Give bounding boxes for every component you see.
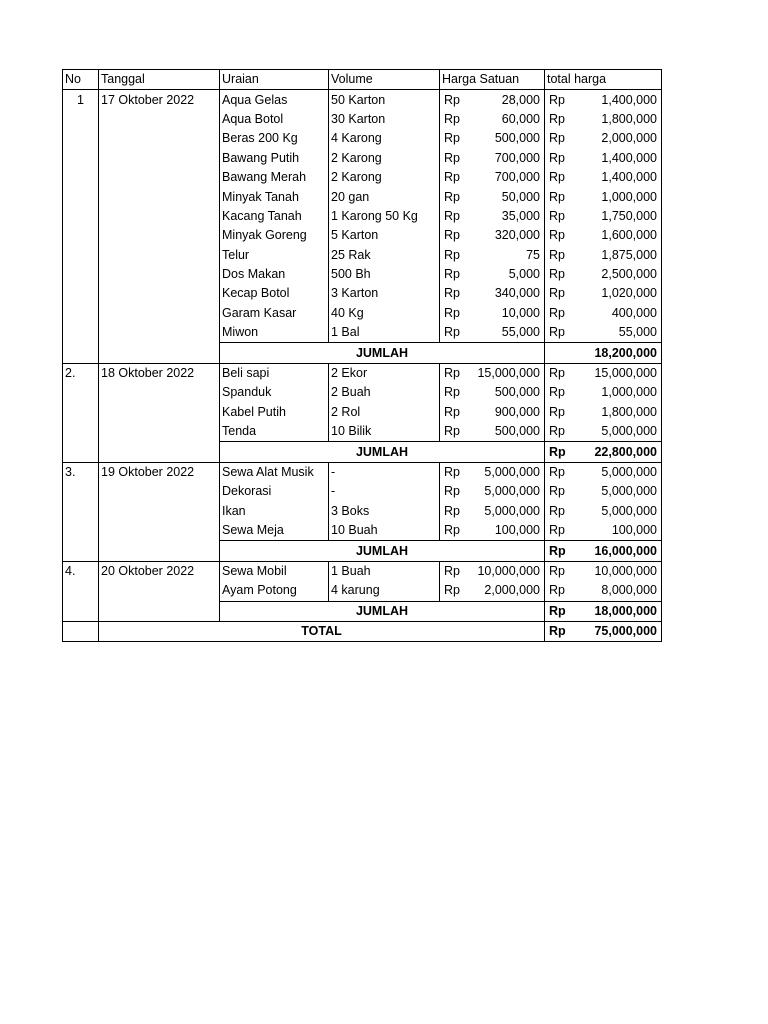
row-uraian: Kacang Tanah bbox=[220, 207, 329, 226]
row-tanggal-empty bbox=[99, 521, 220, 541]
row-uraian: Aqua Gelas bbox=[220, 90, 329, 110]
row-total-harga: 1,000,000 bbox=[573, 187, 662, 206]
table-row bbox=[63, 129, 662, 148]
jumlah-row bbox=[63, 541, 662, 561]
row-no: 1 bbox=[63, 90, 99, 110]
row-no: 4. bbox=[63, 561, 99, 581]
row-harga-satuan: 5,000,000 bbox=[470, 462, 545, 482]
row-total-harga: 1,000,000 bbox=[573, 383, 662, 402]
jumlah-no-empty bbox=[63, 343, 99, 363]
row-tanggal-empty bbox=[99, 323, 220, 343]
row-harga-currency: Rp bbox=[440, 90, 470, 110]
row-total-harga: 400,000 bbox=[573, 304, 662, 323]
table-row bbox=[63, 265, 662, 284]
row-volume: 10 Bilik bbox=[329, 422, 440, 442]
row-tanggal-empty bbox=[99, 226, 220, 245]
row-no-empty bbox=[63, 521, 99, 541]
row-volume: 20 gan bbox=[329, 187, 440, 206]
table-row bbox=[63, 304, 662, 323]
row-tanggal-empty bbox=[99, 383, 220, 402]
row-total-harga: 8,000,000 bbox=[573, 581, 662, 601]
row-total-currency: Rp bbox=[545, 561, 573, 581]
jumlah-no-empty bbox=[63, 442, 99, 462]
row-uraian: Sewa Meja bbox=[220, 521, 329, 541]
row-total-harga: 5,000,000 bbox=[573, 502, 662, 521]
row-harga-satuan: 2,000,000 bbox=[470, 581, 545, 601]
row-total-currency: Rp bbox=[545, 422, 573, 442]
table-row bbox=[63, 226, 662, 245]
row-tanggal-empty bbox=[99, 422, 220, 442]
row-harga-currency: Rp bbox=[440, 422, 470, 442]
row-uraian: Dos Makan bbox=[220, 265, 329, 284]
table-row bbox=[63, 502, 662, 521]
jumlah-row bbox=[63, 601, 662, 621]
row-no-empty bbox=[63, 207, 99, 226]
jumlah-tanggal-empty bbox=[99, 343, 220, 363]
row-total-harga: 2,000,000 bbox=[573, 129, 662, 148]
row-uraian: Minyak Tanah bbox=[220, 187, 329, 206]
row-no-empty bbox=[63, 110, 99, 129]
row-harga-currency: Rp bbox=[440, 521, 470, 541]
row-no-empty bbox=[63, 226, 99, 245]
row-total-harga: 1,020,000 bbox=[573, 284, 662, 303]
header-row bbox=[63, 70, 662, 90]
header-uraian: Uraian bbox=[220, 70, 329, 90]
row-harga-currency: Rp bbox=[440, 149, 470, 168]
row-volume: 2 Rol bbox=[329, 403, 440, 422]
table-row bbox=[63, 110, 662, 129]
row-harga-currency: Rp bbox=[440, 403, 470, 422]
row-volume: 1 Buah bbox=[329, 561, 440, 581]
jumlah-tanggal-empty bbox=[99, 541, 220, 561]
row-total-currency: Rp bbox=[545, 129, 573, 148]
row-uraian: Kabel Putih bbox=[220, 403, 329, 422]
row-harga-satuan: 55,000 bbox=[470, 323, 545, 343]
row-total-harga: 1,400,000 bbox=[573, 149, 662, 168]
row-no: 2. bbox=[63, 363, 99, 383]
row-no-empty bbox=[63, 581, 99, 601]
row-harga-currency: Rp bbox=[440, 284, 470, 303]
row-total-harga: 100,000 bbox=[573, 521, 662, 541]
header-no: No bbox=[63, 70, 99, 90]
table-row bbox=[63, 90, 662, 110]
jumlah-label: JUMLAH bbox=[220, 601, 545, 621]
row-total-currency: Rp bbox=[545, 363, 573, 383]
row-uraian: Kecap Botol bbox=[220, 284, 329, 303]
row-tanggal: 18 Oktober 2022 bbox=[99, 363, 220, 383]
row-tanggal-empty bbox=[99, 304, 220, 323]
row-total-currency: Rp bbox=[545, 149, 573, 168]
row-harga-satuan: 900,000 bbox=[470, 403, 545, 422]
row-no-empty bbox=[63, 187, 99, 206]
row-volume: 1 Karong 50 Kg bbox=[329, 207, 440, 226]
table-row bbox=[63, 284, 662, 303]
total-no-empty bbox=[63, 621, 99, 641]
row-harga-satuan: 60,000 bbox=[470, 110, 545, 129]
row-harga-currency: Rp bbox=[440, 581, 470, 601]
row-uraian: Sewa Alat Musik bbox=[220, 462, 329, 482]
row-uraian: Ikan bbox=[220, 502, 329, 521]
row-harga-currency: Rp bbox=[440, 363, 470, 383]
row-uraian: Minyak Goreng bbox=[220, 226, 329, 245]
row-harga-currency: Rp bbox=[440, 265, 470, 284]
row-tanggal-empty bbox=[99, 149, 220, 168]
row-uraian: Sewa Mobil bbox=[220, 561, 329, 581]
row-volume: 10 Buah bbox=[329, 521, 440, 541]
row-tanggal-empty bbox=[99, 284, 220, 303]
row-no-empty bbox=[63, 323, 99, 343]
row-volume: 25 Rak bbox=[329, 246, 440, 265]
row-uraian: Dekorasi bbox=[220, 482, 329, 501]
row-harga-satuan: 5,000,000 bbox=[470, 482, 545, 501]
table-row bbox=[63, 561, 662, 581]
row-total-harga: 55,000 bbox=[573, 323, 662, 343]
table-row bbox=[63, 521, 662, 541]
row-harga-currency: Rp bbox=[440, 383, 470, 402]
row-total-currency: Rp bbox=[545, 246, 573, 265]
row-volume: 2 Ekor bbox=[329, 363, 440, 383]
row-no-empty bbox=[63, 383, 99, 402]
row-total-harga: 1,400,000 bbox=[573, 90, 662, 110]
header-total-harga: total harga bbox=[545, 70, 662, 90]
table-row bbox=[63, 246, 662, 265]
row-volume: 5 Karton bbox=[329, 226, 440, 245]
row-total-harga: 1,750,000 bbox=[573, 207, 662, 226]
row-volume: 4 Karong bbox=[329, 129, 440, 148]
jumlah-tanggal-empty bbox=[99, 442, 220, 462]
row-volume: - bbox=[329, 462, 440, 482]
row-no-empty bbox=[63, 422, 99, 442]
row-total-currency: Rp bbox=[545, 403, 573, 422]
row-harga-satuan: 5,000 bbox=[470, 265, 545, 284]
jumlah-currency: Rp bbox=[545, 541, 573, 561]
jumlah-row bbox=[63, 343, 662, 363]
row-uraian: Telur bbox=[220, 246, 329, 265]
row-no-empty bbox=[63, 168, 99, 187]
row-total-currency: Rp bbox=[545, 502, 573, 521]
row-volume: 500 Bh bbox=[329, 265, 440, 284]
jumlah-no-empty bbox=[63, 541, 99, 561]
row-total-currency: Rp bbox=[545, 226, 573, 245]
row-harga-satuan: 700,000 bbox=[470, 149, 545, 168]
row-uraian: Aqua Botol bbox=[220, 110, 329, 129]
row-harga-satuan: 15,000,000 bbox=[470, 363, 545, 383]
table-row bbox=[63, 149, 662, 168]
row-harga-satuan: 5,000,000 bbox=[470, 502, 545, 521]
table-row bbox=[63, 482, 662, 501]
row-total-harga: 1,600,000 bbox=[573, 226, 662, 245]
row-uraian: Spanduk bbox=[220, 383, 329, 402]
row-harga-satuan: 100,000 bbox=[470, 521, 545, 541]
row-total-harga: 1,400,000 bbox=[573, 168, 662, 187]
total-currency: Rp bbox=[545, 621, 573, 641]
jumlah-currency bbox=[545, 343, 573, 363]
row-total-harga: 1,800,000 bbox=[573, 110, 662, 129]
row-tanggal-empty bbox=[99, 168, 220, 187]
header-tanggal: Tanggal bbox=[99, 70, 220, 90]
jumlah-currency: Rp bbox=[545, 442, 573, 462]
row-harga-currency: Rp bbox=[440, 226, 470, 245]
row-uraian: Ayam Potong bbox=[220, 581, 329, 601]
row-tanggal-empty bbox=[99, 581, 220, 601]
table-row bbox=[63, 581, 662, 601]
row-tanggal: 19 Oktober 2022 bbox=[99, 462, 220, 482]
jumlah-value: 16,000,000 bbox=[573, 541, 662, 561]
row-total-harga: 2,500,000 bbox=[573, 265, 662, 284]
row-harga-currency: Rp bbox=[440, 207, 470, 226]
row-uraian: Beli sapi bbox=[220, 363, 329, 383]
row-total-currency: Rp bbox=[545, 323, 573, 343]
row-harga-currency: Rp bbox=[440, 168, 470, 187]
row-total-currency: Rp bbox=[545, 521, 573, 541]
jumlah-no-empty bbox=[63, 601, 99, 621]
row-harga-satuan: 35,000 bbox=[470, 207, 545, 226]
row-harga-satuan: 500,000 bbox=[470, 129, 545, 148]
row-tanggal-empty bbox=[99, 207, 220, 226]
row-no: 3. bbox=[63, 462, 99, 482]
row-total-harga: 5,000,000 bbox=[573, 422, 662, 442]
row-harga-currency: Rp bbox=[440, 323, 470, 343]
total-value: 75,000,000 bbox=[573, 621, 662, 641]
row-total-currency: Rp bbox=[545, 462, 573, 482]
row-harga-currency: Rp bbox=[440, 561, 470, 581]
row-harga-currency: Rp bbox=[440, 462, 470, 482]
row-no-empty bbox=[63, 482, 99, 501]
row-no-empty bbox=[63, 129, 99, 148]
row-total-harga: 5,000,000 bbox=[573, 462, 662, 482]
row-tanggal: 20 Oktober 2022 bbox=[99, 561, 220, 581]
row-tanggal-empty bbox=[99, 403, 220, 422]
row-harga-currency: Rp bbox=[440, 482, 470, 501]
header-volume: Volume bbox=[329, 70, 440, 90]
table-row bbox=[63, 187, 662, 206]
expense-table bbox=[62, 69, 662, 642]
row-uraian: Tenda bbox=[220, 422, 329, 442]
row-total-harga: 1,875,000 bbox=[573, 246, 662, 265]
row-volume: 4 karung bbox=[329, 581, 440, 601]
total-row bbox=[63, 621, 662, 641]
row-total-harga: 1,800,000 bbox=[573, 403, 662, 422]
row-tanggal-empty bbox=[99, 246, 220, 265]
row-no-empty bbox=[63, 304, 99, 323]
table-row bbox=[63, 403, 662, 422]
row-harga-currency: Rp bbox=[440, 502, 470, 521]
jumlah-currency: Rp bbox=[545, 601, 573, 621]
table-row bbox=[63, 363, 662, 383]
row-total-harga: 5,000,000 bbox=[573, 482, 662, 501]
row-tanggal: 17 Oktober 2022 bbox=[99, 90, 220, 110]
row-harga-satuan: 50,000 bbox=[470, 187, 545, 206]
row-volume: 40 Kg bbox=[329, 304, 440, 323]
row-total-currency: Rp bbox=[545, 383, 573, 402]
row-harga-satuan: 10,000,000 bbox=[470, 561, 545, 581]
row-harga-currency: Rp bbox=[440, 110, 470, 129]
table-row bbox=[63, 207, 662, 226]
jumlah-row bbox=[63, 442, 662, 462]
row-total-currency: Rp bbox=[545, 581, 573, 601]
row-volume: 1 Bal bbox=[329, 323, 440, 343]
row-total-currency: Rp bbox=[545, 168, 573, 187]
row-tanggal-empty bbox=[99, 265, 220, 284]
row-total-harga: 15,000,000 bbox=[573, 363, 662, 383]
table-row bbox=[63, 383, 662, 402]
jumlah-value: 22,800,000 bbox=[573, 442, 662, 462]
total-label: TOTAL bbox=[99, 621, 545, 641]
row-harga-satuan: 500,000 bbox=[470, 383, 545, 402]
table-row bbox=[63, 462, 662, 482]
row-volume: 2 Karong bbox=[329, 149, 440, 168]
row-harga-currency: Rp bbox=[440, 187, 470, 206]
row-harga-currency: Rp bbox=[440, 246, 470, 265]
header-harga-satuan: Harga Satuan bbox=[440, 70, 545, 90]
row-total-currency: Rp bbox=[545, 187, 573, 206]
table-row bbox=[63, 422, 662, 442]
row-harga-currency: Rp bbox=[440, 129, 470, 148]
jumlah-value: 18,000,000 bbox=[573, 601, 662, 621]
row-uraian: Bawang Putih bbox=[220, 149, 329, 168]
row-harga-satuan: 28,000 bbox=[470, 90, 545, 110]
row-harga-satuan: 500,000 bbox=[470, 422, 545, 442]
row-total-currency: Rp bbox=[545, 207, 573, 226]
jumlah-label: JUMLAH bbox=[220, 343, 545, 363]
jumlah-label: JUMLAH bbox=[220, 442, 545, 462]
row-no-empty bbox=[63, 502, 99, 521]
row-tanggal-empty bbox=[99, 482, 220, 501]
row-harga-satuan: 75 bbox=[470, 246, 545, 265]
row-tanggal-empty bbox=[99, 502, 220, 521]
row-total-currency: Rp bbox=[545, 90, 573, 110]
jumlah-value: 18,200,000 bbox=[573, 343, 662, 363]
row-no-empty bbox=[63, 403, 99, 422]
table-row bbox=[63, 323, 662, 343]
row-total-currency: Rp bbox=[545, 284, 573, 303]
row-uraian: Bawang Merah bbox=[220, 168, 329, 187]
row-volume: 2 Karong bbox=[329, 168, 440, 187]
row-uraian: Beras 200 Kg bbox=[220, 129, 329, 148]
row-no-empty bbox=[63, 246, 99, 265]
jumlah-tanggal-empty bbox=[99, 601, 220, 621]
row-total-currency: Rp bbox=[545, 304, 573, 323]
row-harga-currency: Rp bbox=[440, 304, 470, 323]
row-harga-satuan: 340,000 bbox=[470, 284, 545, 303]
row-volume: 30 Karton bbox=[329, 110, 440, 129]
row-no-empty bbox=[63, 284, 99, 303]
row-tanggal-empty bbox=[99, 129, 220, 148]
table-row bbox=[63, 168, 662, 187]
row-total-currency: Rp bbox=[545, 482, 573, 501]
row-volume: 50 Karton bbox=[329, 90, 440, 110]
row-total-currency: Rp bbox=[545, 265, 573, 284]
row-volume: 3 Karton bbox=[329, 284, 440, 303]
row-uraian: Garam Kasar bbox=[220, 304, 329, 323]
row-volume: - bbox=[329, 482, 440, 501]
jumlah-label: JUMLAH bbox=[220, 541, 545, 561]
row-volume: 2 Buah bbox=[329, 383, 440, 402]
row-tanggal-empty bbox=[99, 110, 220, 129]
row-no-empty bbox=[63, 265, 99, 284]
row-tanggal-empty bbox=[99, 187, 220, 206]
row-volume: 3 Boks bbox=[329, 502, 440, 521]
row-harga-satuan: 10,000 bbox=[470, 304, 545, 323]
row-no-empty bbox=[63, 149, 99, 168]
row-harga-satuan: 700,000 bbox=[470, 168, 545, 187]
row-harga-satuan: 320,000 bbox=[470, 226, 545, 245]
row-total-harga: 10,000,000 bbox=[573, 561, 662, 581]
row-uraian: Miwon bbox=[220, 323, 329, 343]
row-total-currency: Rp bbox=[545, 110, 573, 129]
